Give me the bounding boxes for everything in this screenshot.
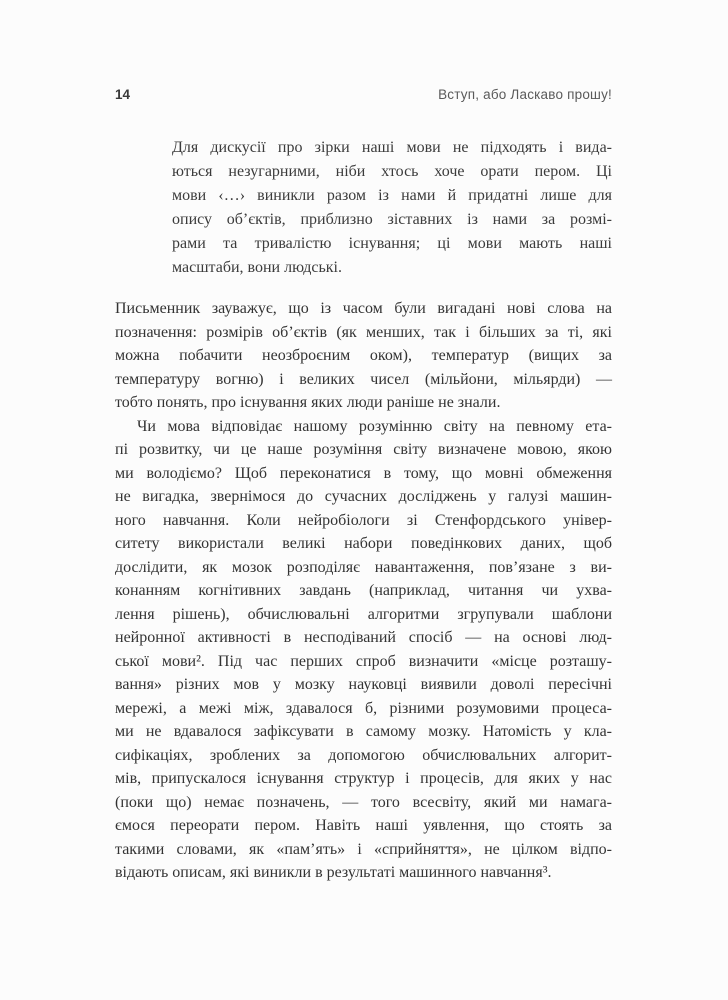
text-line: ми не вдавалося зафіксувати в самому мозку. Натомість у кла-: [115, 723, 612, 740]
page-header: [115, 86, 612, 104]
text-line: Для дискусії про зірки наші мови не підходять і вида-: [172, 139, 612, 156]
text-line: Чи мова відповідає нашому розумінню світу на певному ета-: [137, 417, 612, 435]
text-line: масштаби, вони людські.: [172, 259, 342, 276]
text-line: нейронної активності в несподіваний спосіб — на основі люд-: [115, 629, 612, 646]
text-line: такими словами, як «пам’ять» і «сприйняття», не цілком відпо-: [115, 840, 612, 858]
text-line: конанням когнітивних завдань (наприклад, читання чи ухва-: [115, 582, 612, 599]
text-line: вання» різних мов у мозку науковці виявили доволі пересічні: [115, 676, 612, 693]
text-line: мів, припускалося існування структур і процесів, для яких у нас: [115, 770, 612, 787]
page-content: [115, 0, 612, 885]
paragraph-2: [115, 415, 612, 885]
text-line: пі розвитку, чи це наше розуміння світу визначене мовою, якою: [115, 441, 612, 458]
text-line: відають описам, які виникли в результаті машинного навчання³.: [115, 864, 552, 881]
text-line: мови ‹…› виникли разом із нами й придатні лише для: [172, 187, 612, 204]
text-line: опису об’єктів, приблизно зіставних із нами за розмі-: [172, 211, 612, 228]
text-line: температуру вогню) і великих чисел (мільйони, мільярди) —: [115, 370, 612, 388]
text-line: можна побачити неозброєним оком), температур (вищих за: [115, 347, 612, 364]
text-line: ситету використали великі набори поведінкових даних, щоб: [115, 535, 612, 552]
text-line: позначення: розмірів об’єктів (як менших, так і більших за ті, які: [115, 323, 612, 341]
text-line: тобто понять, про існування яких люди раніше не знали.: [115, 394, 501, 411]
text-line: Письменник зауважує, що із часом були вигадані нові слова на: [115, 300, 612, 317]
text-line: сифікаціях, зроблених за допомогою обчислювальних алгорит-: [115, 746, 612, 764]
text-line: рами та тривалістю існування; ці мови мають наші: [172, 235, 612, 252]
text-line: не вигадка, звернімося до сучасних досліджень у галузі машин-: [115, 488, 612, 505]
text-line: ської мови². Під час перших спроб визначити «місце розташу-: [115, 652, 612, 670]
epigraph-blockquote: [172, 136, 612, 280]
text-line: мережі, а межі між, здавалося б, різними розумовими процеса-: [115, 699, 612, 717]
paragraph-1: [115, 297, 612, 415]
text-line: ми володіємо? Щоб переконатися в тому, що мовні обмеження: [115, 464, 612, 482]
text-line: дослідити, як мозок розподіляє навантаження, пов’язане з ви-: [115, 558, 612, 576]
text-line: лення рішень), обчислювальні алгоритми згрупували шаблони: [115, 605, 612, 623]
running-title: Вступ, або Ласкаво прошу!: [438, 87, 612, 102]
text-line: ного навчання. Коли нейробіологи зі Стенфордського універ-: [115, 511, 612, 529]
text-line: ємося переорати пером. Навіть наші уявлення, що стоять за: [115, 817, 612, 834]
text-line: ються незугарними, ніби хтось хоче орати пером. Ці: [172, 163, 612, 180]
text-line: (поки що) немає позначень, — того всесвіту, який ми намага-: [115, 793, 612, 811]
page-number: 14: [115, 87, 131, 102]
